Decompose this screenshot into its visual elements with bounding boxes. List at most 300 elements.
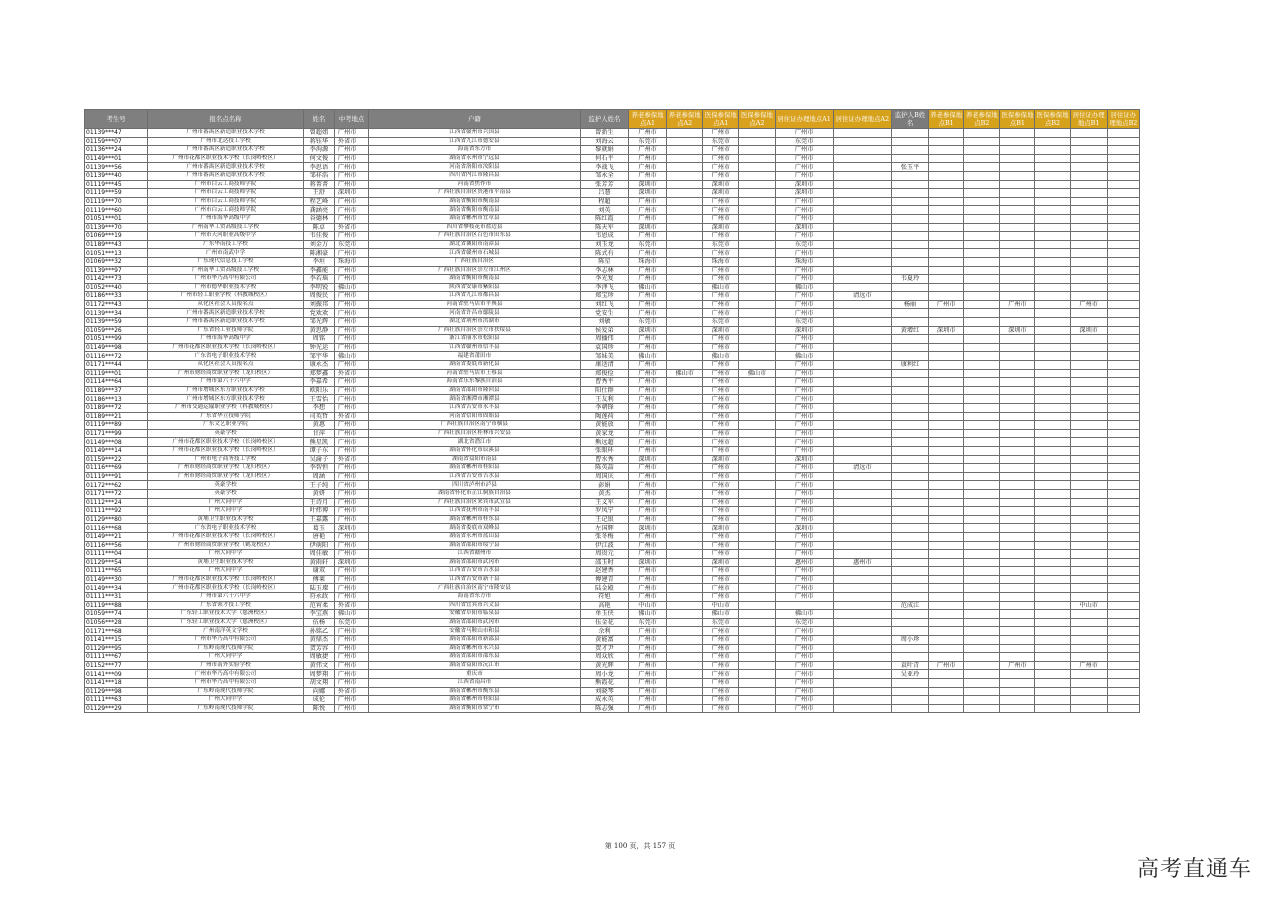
table-cell: 广州市	[334, 206, 368, 215]
table-cell: 李泽飞	[580, 283, 628, 292]
table-cell: 湖南省邵阳市武冈市	[369, 618, 581, 627]
table-cell: 周播伟	[580, 335, 628, 344]
table-cell	[1107, 575, 1139, 584]
table-cell: 广州市	[775, 343, 833, 352]
table-cell	[1035, 352, 1070, 361]
table-cell: 湖南省怀化市芷江侗族自治县	[369, 489, 581, 498]
table-cell: 傅莱	[303, 575, 334, 584]
table-cell: 江西省赣州市兴国县	[369, 129, 581, 138]
table-cell: 英豪学校	[148, 489, 304, 498]
table-cell: 湖南省衡阳市衡南县	[369, 275, 581, 284]
table-cell: 广州市	[334, 653, 368, 662]
table-cell	[929, 197, 964, 206]
table-cell: 广州市	[334, 378, 368, 387]
table-cell	[1035, 421, 1070, 430]
table-cell: 广州市白云工商技师学院	[148, 206, 304, 215]
table-cell	[1035, 644, 1070, 653]
table-cell	[1000, 137, 1035, 146]
table-cell: 广州市海华高级中学	[148, 335, 304, 344]
table-cell	[1070, 429, 1107, 438]
table-cell	[1070, 292, 1107, 301]
table-cell: 广州市	[703, 129, 739, 138]
table-cell: 四川省内江市隆昌县	[369, 171, 581, 180]
table-cell	[739, 395, 775, 404]
table-cell: 广州市	[703, 343, 739, 352]
table-cell	[929, 704, 964, 713]
table-cell	[929, 438, 964, 447]
table-row	[85, 687, 1140, 696]
table-cell	[667, 361, 703, 370]
table-cell: 01111***63	[85, 696, 148, 705]
table-cell: 司英哲	[303, 412, 334, 421]
table-cell: 广州市	[703, 489, 739, 498]
table-cell	[667, 275, 703, 284]
table-cell: 陆金殿	[580, 584, 628, 593]
table-cell: 广州市	[703, 154, 739, 163]
table-cell	[929, 404, 964, 413]
table-cell	[891, 438, 928, 447]
table-cell	[1000, 171, 1035, 180]
table-cell: 黄增红	[891, 326, 928, 335]
table-cell: 李志林	[580, 266, 628, 275]
table-cell	[1107, 275, 1139, 284]
table-cell: 佛山市	[775, 283, 833, 292]
column-header: 姓名	[303, 110, 334, 129]
table-cell	[1107, 687, 1139, 696]
table-cell	[833, 704, 891, 713]
table-row	[85, 489, 1140, 498]
header-row	[85, 110, 1140, 129]
table-cell	[833, 361, 891, 370]
table-cell	[739, 335, 775, 344]
table-cell: 广州市	[775, 679, 833, 688]
table-cell	[833, 429, 891, 438]
table-cell: 外省市	[334, 223, 368, 232]
table-cell	[1070, 318, 1107, 327]
table-cell: 广州市	[334, 386, 368, 395]
table-cell	[739, 558, 775, 567]
table-cell: 广州市	[775, 584, 833, 593]
table-cell	[667, 489, 703, 498]
table-cell: 东莞市	[775, 137, 833, 146]
table-cell: 王诗月	[303, 498, 334, 507]
table-cell: 陕西省安康市紫阳县	[369, 283, 581, 292]
table-cell: 广州市	[334, 171, 368, 180]
table-cell	[1000, 266, 1035, 275]
table-cell	[1070, 636, 1107, 645]
table-cell: 周梦翔	[303, 670, 334, 679]
table-cell: 广州市	[775, 404, 833, 413]
table-cell	[667, 515, 703, 524]
table-cell	[739, 627, 775, 636]
table-cell	[1000, 438, 1035, 447]
table-cell	[929, 154, 964, 163]
table-cell: 佛山市	[629, 352, 667, 361]
table-cell	[1107, 378, 1139, 387]
table-cell	[1107, 644, 1139, 653]
table-cell: 广西壮族自治区南宁市横县	[369, 421, 581, 430]
table-cell	[891, 197, 928, 206]
table-cell: 01111***04	[85, 550, 148, 559]
table-cell: 广州市	[775, 472, 833, 481]
table-cell: 广州市	[334, 481, 368, 490]
column-header: 医保参保地点A2	[739, 110, 775, 129]
table-cell	[964, 163, 1000, 172]
table-cell: 广州市	[703, 395, 739, 404]
table-cell: 东莞市	[703, 318, 739, 327]
table-cell	[1070, 550, 1107, 559]
table-cell	[929, 137, 964, 146]
table-cell: 广州市	[703, 206, 739, 215]
table-cell: 江西省九江市德安县	[369, 137, 581, 146]
table-cell: 罗凤宁	[580, 507, 628, 516]
table-cell: 王雪怡	[303, 395, 334, 404]
table-cell	[964, 223, 1000, 232]
table-cell: 湖南省益阳市南县	[369, 455, 581, 464]
table-cell	[1035, 481, 1070, 490]
table-cell: 黄埔卫生职业技术学校	[148, 558, 304, 567]
table-cell: 广东现代信息技工学校	[148, 257, 304, 266]
table-cell	[1035, 524, 1070, 533]
table-cell: 广州市	[775, 171, 833, 180]
table-cell: 广州市	[629, 644, 667, 653]
table-cell	[833, 266, 891, 275]
table-cell: 广州市番禺区新造职业技术学校	[148, 146, 304, 155]
table-cell: 广州市	[334, 197, 368, 206]
table-cell: 清远市	[833, 464, 891, 473]
table-cell: 袁叶青	[891, 661, 928, 670]
table-cell	[891, 214, 928, 223]
table-cell	[667, 146, 703, 155]
table-cell: 深圳市	[929, 326, 964, 335]
table-cell	[1070, 257, 1107, 266]
table-cell: 广州市	[775, 361, 833, 370]
table-cell	[1035, 601, 1070, 610]
table-cell	[739, 524, 775, 533]
table-cell	[1107, 214, 1139, 223]
table-cell: 邹光辉	[303, 318, 334, 327]
table-cell	[667, 206, 703, 215]
table-cell	[929, 223, 964, 232]
table-cell	[1107, 146, 1139, 155]
table-cell: 江西省抚州市南丰县	[369, 507, 581, 516]
table-cell	[964, 584, 1000, 593]
table-cell	[833, 395, 891, 404]
table-cell: 01069***32	[85, 257, 148, 266]
table-cell: 广州市	[629, 197, 667, 206]
table-cell: 广州市	[703, 653, 739, 662]
table-cell: 广州市	[334, 232, 368, 241]
table-cell	[1035, 395, 1070, 404]
table-cell	[929, 644, 964, 653]
table-cell: 党安生	[580, 309, 628, 318]
table-cell	[1000, 257, 1035, 266]
table-cell	[739, 593, 775, 602]
table-cell: 曾新生	[580, 129, 628, 138]
table-cell: 湖南省邵阳市新邵县	[369, 636, 581, 645]
table-cell	[891, 575, 928, 584]
table-cell	[929, 464, 964, 473]
table-cell	[667, 395, 703, 404]
table-cell	[739, 489, 775, 498]
table-cell: 佛山市	[629, 283, 667, 292]
table-cell: 王舒	[303, 189, 334, 198]
table-cell: 刘金万	[303, 240, 334, 249]
table-cell: 广州市	[334, 636, 368, 645]
table-row	[85, 498, 1140, 507]
table-cell: 广州市	[775, 266, 833, 275]
table-cell	[1000, 335, 1035, 344]
table-cell: 甘萍	[303, 429, 334, 438]
table-cell: 广州市	[629, 343, 667, 352]
table-cell: 广州市	[775, 670, 833, 679]
table-cell: 外省市	[334, 412, 368, 421]
table-cell	[929, 627, 964, 636]
table-cell	[833, 644, 891, 653]
table-cell: 广州市	[629, 627, 667, 636]
table-cell: 吴渝子	[303, 455, 334, 464]
table-cell: 广州市	[334, 318, 368, 327]
table-cell	[833, 679, 891, 688]
table-cell	[929, 429, 964, 438]
table-cell	[891, 154, 928, 163]
table-cell	[1107, 636, 1139, 645]
table-cell	[964, 369, 1000, 378]
table-cell: 01114***64	[85, 378, 148, 387]
table-cell	[1070, 679, 1107, 688]
table-cell: 袁国珍	[580, 343, 628, 352]
table-cell: 广州市	[629, 378, 667, 387]
table-cell: 广州市	[334, 446, 368, 455]
table-row	[85, 593, 1140, 602]
table-cell: 01189***43	[85, 240, 148, 249]
table-cell	[1107, 618, 1139, 627]
table-cell: 吕慧	[580, 189, 628, 198]
table-cell	[1035, 507, 1070, 516]
table-cell: 01171***72	[85, 489, 148, 498]
table-cell	[964, 704, 1000, 713]
table-cell	[891, 558, 928, 567]
table-cell: 广州市	[703, 171, 739, 180]
table-cell: 陈志强	[580, 704, 628, 713]
table-cell	[891, 464, 928, 473]
table-cell	[891, 146, 928, 155]
table-cell	[929, 361, 964, 370]
table-cell	[833, 180, 891, 189]
table-cell	[833, 489, 891, 498]
table-cell: 周贵元	[580, 550, 628, 559]
table-cell: 李洵源	[303, 146, 334, 155]
table-row	[85, 472, 1140, 481]
table-cell: 广州市	[629, 679, 667, 688]
table-cell: 河南省许昌市鄢陵县	[369, 309, 581, 318]
table-row	[85, 343, 1140, 352]
table-cell: 广州市	[629, 567, 667, 576]
table-row	[85, 369, 1140, 378]
table-cell	[739, 446, 775, 455]
table-cell	[964, 412, 1000, 421]
table-cell	[667, 223, 703, 232]
table-cell: 广州市华乃高中有限公司	[148, 636, 304, 645]
table-cell: 郑梦鑫	[303, 369, 334, 378]
table-cell	[1035, 618, 1070, 627]
column-header: 医保参保地点B1	[1001, 111, 1034, 127]
table-cell	[667, 180, 703, 189]
table-cell	[1070, 214, 1107, 223]
table-cell: 广州市财经商贸职业学校（龙归校区）	[148, 464, 304, 473]
table-cell: 广州市	[334, 507, 368, 516]
table-cell	[739, 498, 775, 507]
table-cell: 广州市	[775, 464, 833, 473]
table-cell	[1035, 369, 1070, 378]
table-row	[85, 171, 1140, 180]
table-cell	[1107, 515, 1139, 524]
table-cell	[1035, 232, 1070, 241]
table-cell: 陆玉璨	[303, 584, 334, 593]
table-cell	[929, 550, 964, 559]
table-cell	[1070, 283, 1107, 292]
table-cell: 广州市	[775, 300, 833, 309]
table-cell: 广州市	[629, 653, 667, 662]
table-cell: 广州市	[629, 498, 667, 507]
table-cell: 广州市	[703, 292, 739, 301]
table-cell	[891, 378, 928, 387]
table-cell: 广州市	[629, 386, 667, 395]
table-cell: 广州市	[629, 472, 667, 481]
table-cell: 01186***13	[85, 395, 148, 404]
table-row	[85, 154, 1140, 163]
table-cell: 01159***07	[85, 137, 148, 146]
table-cell: 湖北省襄阳市南漳县	[369, 240, 581, 249]
table-cell: 广州市	[775, 567, 833, 576]
table-cell: 东莞市	[703, 618, 739, 627]
table-cell: 深圳市	[703, 455, 739, 464]
table-cell	[833, 421, 891, 430]
table-cell	[667, 318, 703, 327]
table-row	[85, 292, 1140, 301]
table-cell: 曹秀平	[580, 378, 628, 387]
table-cell	[1000, 395, 1035, 404]
table-cell: 安徽省马鞍山市和县	[369, 627, 581, 636]
table-cell: 广州市	[629, 696, 667, 705]
table-cell: 中山市	[629, 601, 667, 610]
table-cell	[1000, 189, 1035, 198]
table-cell: 江西省赣州市信丰县	[369, 343, 581, 352]
table-cell: 余利	[580, 627, 628, 636]
table-cell	[1107, 584, 1139, 593]
table-cell	[1107, 532, 1139, 541]
table-cell: 广州市财经商贸职业学校（龙归校区）	[148, 472, 304, 481]
table-cell: 惠州市	[833, 558, 891, 567]
table-cell	[833, 584, 891, 593]
table-cell	[929, 318, 964, 327]
table-cell	[964, 275, 1000, 284]
table-row	[85, 146, 1140, 155]
table-cell	[929, 240, 964, 249]
table-cell	[1000, 575, 1035, 584]
table-cell: 黄思静	[303, 326, 334, 335]
table-cell: 彭娟	[580, 481, 628, 490]
table-cell: 韦恩成	[580, 232, 628, 241]
table-cell	[1000, 249, 1035, 258]
table-cell: 东莞市	[703, 137, 739, 146]
table-cell	[1070, 249, 1107, 258]
table-cell	[739, 670, 775, 679]
table-cell	[1070, 498, 1107, 507]
table-cell: 周铭	[303, 335, 334, 344]
table-cell: 周众欣	[580, 653, 628, 662]
table-cell	[667, 129, 703, 138]
table-row	[85, 653, 1140, 662]
table-row	[85, 464, 1140, 473]
table-cell: 广西壮族自治区南宁市隆安县	[369, 584, 581, 593]
table-cell	[964, 567, 1000, 576]
table-cell: 佛山市	[629, 610, 667, 619]
table-cell	[891, 567, 928, 576]
table-cell: 蒋钰华	[303, 137, 334, 146]
table-cell	[739, 618, 775, 627]
table-cell	[1107, 223, 1139, 232]
table-cell	[1070, 421, 1107, 430]
table-cell	[833, 232, 891, 241]
table-cell: 向娜	[303, 687, 334, 696]
table-cell	[964, 532, 1000, 541]
table-cell	[964, 610, 1000, 619]
column-header: 报名点名称	[148, 110, 304, 129]
table-cell	[1035, 472, 1070, 481]
table-cell: 广州市	[703, 412, 739, 421]
table-cell	[891, 395, 928, 404]
table-cell: 江西省吉安市新干县	[369, 575, 581, 584]
table-cell	[739, 275, 775, 284]
table-cell	[891, 386, 928, 395]
table-cell	[1000, 455, 1035, 464]
table-cell	[891, 404, 928, 413]
table-cell: 郑宝珍	[580, 292, 628, 301]
table-row	[85, 610, 1140, 619]
table-cell	[1107, 249, 1139, 258]
table-cell: 广州市	[629, 154, 667, 163]
table-cell: 深圳市	[629, 326, 667, 335]
table-cell: 黄能放	[580, 421, 628, 430]
table-cell	[739, 223, 775, 232]
table-cell	[891, 223, 928, 232]
table-cell: 重庆市	[369, 670, 581, 679]
table-cell	[1035, 129, 1070, 138]
table-cell: 广西壮族自治区崇左市江州区	[369, 266, 581, 275]
table-cell	[891, 489, 928, 498]
table-cell: 刘玉龙	[580, 240, 628, 249]
table-cell: 陈卓	[303, 223, 334, 232]
table-cell: 深圳市	[703, 223, 739, 232]
table-cell: 广州市	[775, 395, 833, 404]
table-cell	[667, 610, 703, 619]
table-cell: 东莞市	[629, 318, 667, 327]
table-cell	[667, 524, 703, 533]
table-cell	[964, 352, 1000, 361]
watermark: 高考直通车	[1136, 857, 1252, 882]
table-cell: 广州市	[703, 644, 739, 653]
table-cell: 广州市	[629, 206, 667, 215]
table-cell	[1000, 472, 1035, 481]
table-cell	[1070, 361, 1107, 370]
table-cell	[667, 636, 703, 645]
table-cell	[833, 249, 891, 258]
table-cell	[667, 163, 703, 172]
table-cell	[1107, 137, 1139, 146]
table-cell	[1070, 567, 1107, 576]
table-cell	[1035, 240, 1070, 249]
